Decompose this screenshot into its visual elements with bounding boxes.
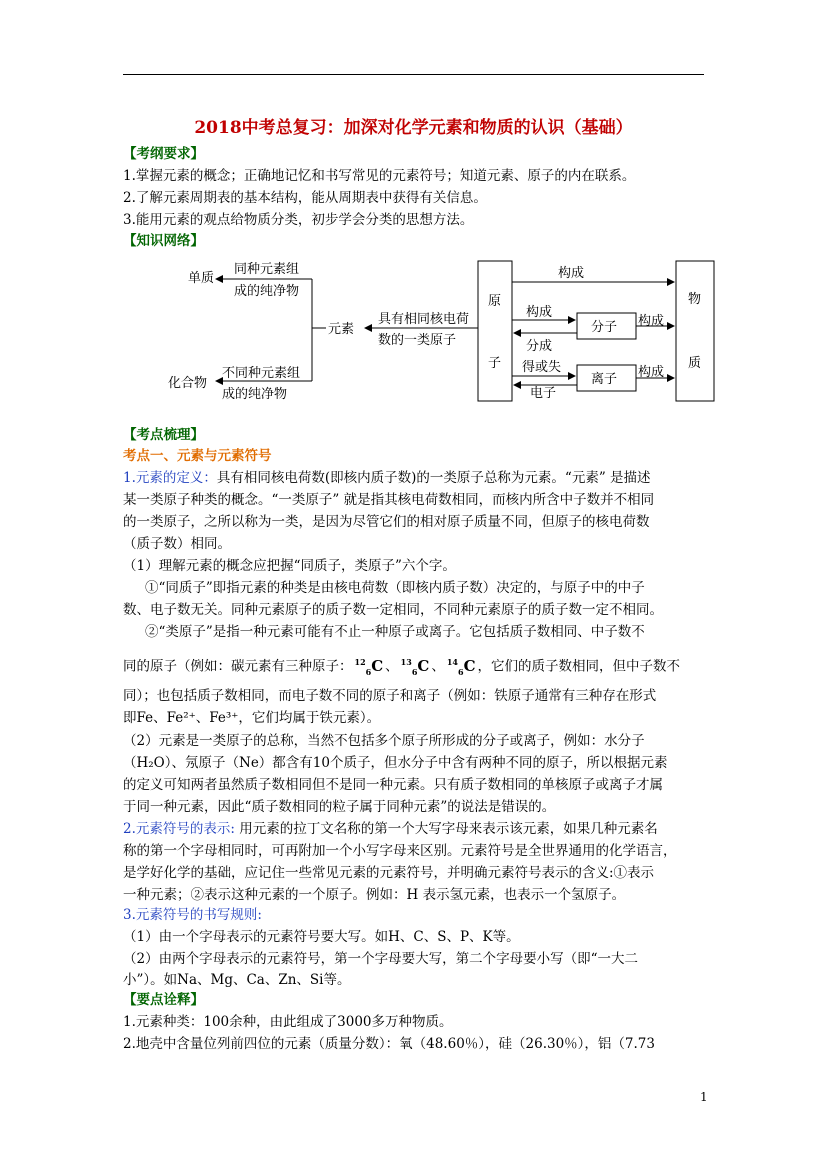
text-run: 用元素的拉丁文名称的第一个大写字母来表示该元素，如果几种元素名 <box>234 821 658 837</box>
section-heading: 【知识网络】 <box>123 233 204 249</box>
paragraph-line: （H₂O）、氖原子（Ne）都含有10个质子，但水分子中含有两种不同的原子，所以根据元素 <box>123 755 668 771</box>
paragraph-line: 数、电子数无关。同种元素原子的质子数一定相同，不同种元素原子的质子数一定不相同。 <box>123 602 663 618</box>
paragraph-line: 1.掌握元素的概念；正确地记忆和书写常见的元素符号；知道元素、原子的内在联系。 <box>123 168 636 184</box>
text-run: 同的原子（例如：碳元素有三种原子： <box>123 658 353 675</box>
label-fenzi: 分子 <box>591 320 618 335</box>
section-heading: 【考纲要求】 <box>123 146 204 162</box>
paragraph-line: 于同一种元素，因此“质子数相同的粒子属于同种元素”的说法是错误的。 <box>123 799 556 815</box>
label-danzhi: 单质 <box>188 271 215 286</box>
label-desi2: 电子 <box>530 386 557 401</box>
term-heading: 1.元素的定义： <box>123 470 217 486</box>
paragraph-line: ①“同质子”即指元素的种类是由核电荷数（即核内质子数）决定的，与原子中的中子 <box>145 580 645 596</box>
label-gcheng2: 构成 <box>638 365 665 380</box>
matter-box <box>676 261 714 401</box>
text-run: ，它们的质子数相同，但中子数不 <box>477 658 681 675</box>
section-heading: 【要点诠释】 <box>123 992 204 1008</box>
page-number: 1 <box>700 1090 708 1104</box>
isotope-c13: $^{13}_6$C <box>400 657 430 677</box>
label-wu: 物 <box>688 292 702 307</box>
term-heading: 2.元素符号的表示: <box>123 821 235 837</box>
paragraph-line: 一种元素；②表示这种元素的一个原子。例如：H 表示氢元素，也表示一个氢原子。 <box>123 887 626 903</box>
paragraph-line: （2）元素是一类原子的总称，当然不包括多个原子所形成的分子或离子，例如：水分子 <box>123 733 645 749</box>
isotope-c12: $^{12}_6$C <box>354 657 384 677</box>
isotope-c14: $^{14}_6$C <box>446 657 476 677</box>
text-run: 具有相同核电荷数(即核内质子数)的一类原子总称为元素。“元素” 是描述 <box>216 470 651 486</box>
paragraph-line <box>123 468 713 488</box>
label-huahewu: 化合物 <box>168 376 208 391</box>
label-lizi: 离子 <box>591 372 618 387</box>
paragraph-line: 是学好化学的基础，应记住一些常见元素的元素符号，并明确元素符号表示的含义:①表示 <box>123 865 655 881</box>
paragraph-line: （质子数）相同。 <box>123 536 231 552</box>
paragraph-line: 同的原子（例如：碳元素有三种原子： $^{12}_6$C 、 $^{13}_6$C 、 $^{14}_6$C ，它们的质子数相同，但中子数不 <box>123 652 713 682</box>
paragraph-line: 的定义可知两者虽然质子数相同但不是同一种元素。只有质子数相同的单核原子或离子才属 <box>123 777 663 793</box>
paragraph-line: ②“类原子”是指一种元素可能有不止一种原子或离子。它包括质子数相同、中子数不 <box>145 624 645 640</box>
paragraph-line: （1）理解元素的概念应把握“同质子，类原子”六个字。 <box>123 558 456 574</box>
paragraph-line <box>123 819 713 839</box>
label-fencheng: 分成 <box>526 339 553 354</box>
paragraph-line: 某一类原子种类的概念。“一类原子” 就是指其核电荷数相同，而核内所含中子数并不相同 <box>123 492 655 508</box>
label-huahewu-def2: 成的纯净物 <box>222 387 288 402</box>
term-heading: 3.元素符号的书写规则: <box>123 907 262 923</box>
paragraph-line: 同）；也包括质子数相同，而电子数不同的原子和离子（例如：铁原子通常有三种存在形式 <box>123 688 657 704</box>
paragraph-line: 3.能用元素的观点给物质分类，初步学会分类的思想方法。 <box>123 212 474 228</box>
paragraph-line: （1）由一个字母表示的元素符号要大写。如H、C、S、P、K等。 <box>123 929 520 945</box>
label-yuan: 原 <box>488 294 502 309</box>
section-heading: 【考点梳理】 <box>123 427 204 443</box>
paragraph-line: 2.地壳中含量位列前四位的元素（质量分数）：氧（48.60％），硅（26.30％），铝（7.73 <box>123 1036 655 1052</box>
label-desi1: 得或失 <box>522 360 562 375</box>
knowledge-network-diagram <box>160 255 720 405</box>
label-yuansu-def1: 具有相同核电荷 <box>378 312 470 327</box>
label-danzhi-def2: 成的纯净物 <box>234 284 300 299</box>
label-zi: 子 <box>488 356 502 371</box>
label-gcheng1: 构成 <box>638 314 665 329</box>
paragraph-line: 小”）。如Na、Mg、Ca、Zn、Si等。 <box>123 972 351 988</box>
paragraph-line: 2.了解元素周期表的基本结构，能从周期表中获得有关信息。 <box>123 190 487 206</box>
label-zhi: 质 <box>688 356 702 371</box>
paragraph-line: 的一类原子，之所以称为一类，是因为尽管它们的相对原子质量不同，但原子的核电荷数 <box>123 514 650 530</box>
label-yuansu-def2: 数的一类原子 <box>378 333 457 348</box>
paragraph-line: 即Fe、Fe²⁺、Fe³⁺，它们均属于铁元素）。 <box>123 710 381 726</box>
paragraph-line: 称的第一个字母相同时，可再附加一个小写字母来区别。元素符号是全世界通用的化学语言， <box>123 843 677 859</box>
paragraph-line: （2）由两个字母表示的元素符号，第一个字母要大写，第二个字母要小写（即“一大二 <box>123 951 638 967</box>
atom-box <box>478 261 512 401</box>
header-rule <box>123 74 704 75</box>
subsection-heading: 考点一、元素与元素符号 <box>123 448 272 464</box>
label-danzhi-def1: 同种元素组 <box>234 262 300 277</box>
label-goucheng-top: 构成 <box>558 266 585 281</box>
label-huahewu-def1: 不同种元素组 <box>222 366 301 381</box>
paragraph-line: 1.元素种类：100余种，由此组成了3000多万种物质。 <box>123 1014 453 1030</box>
page-title: 2018中考总复习：加深对化学元素和物质的认识（基础） <box>194 118 633 138</box>
label-yuansu: 元素 <box>328 322 355 337</box>
label-goucheng-mid: 构成 <box>526 305 553 320</box>
